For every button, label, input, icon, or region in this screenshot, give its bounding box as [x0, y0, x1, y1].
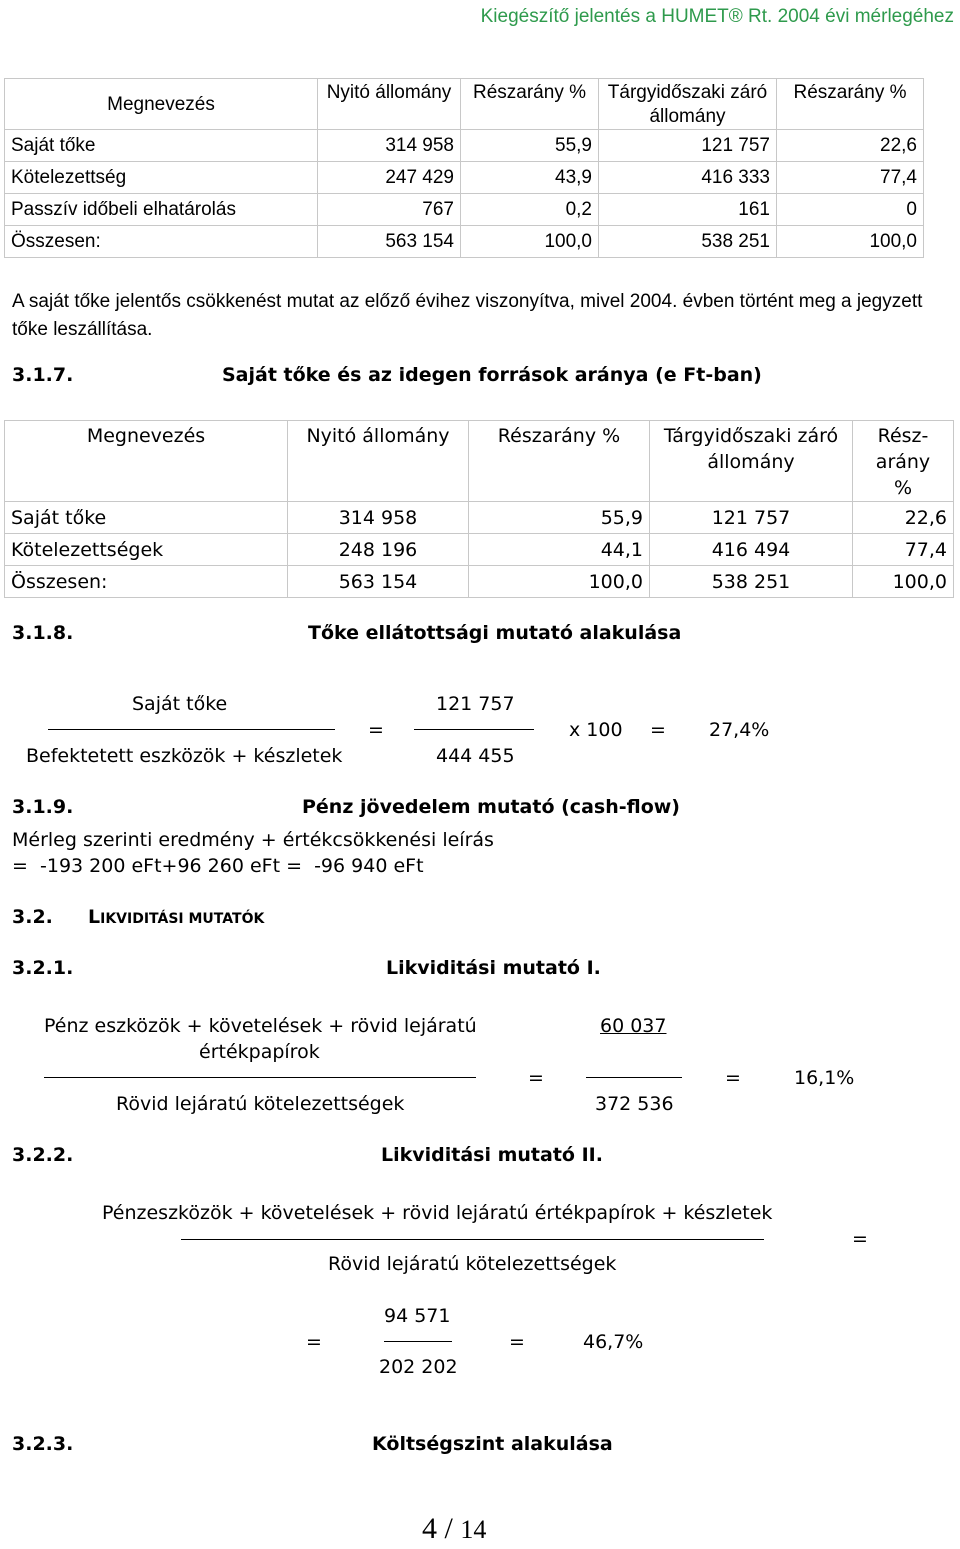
formula-numerator-label: Saját tőke	[132, 693, 228, 715]
fraction-line	[44, 1077, 476, 1078]
row-label: Kötelezettségek	[5, 534, 288, 566]
section-title: Likviditási mutató I.	[386, 957, 601, 979]
page-total: 14	[460, 1515, 487, 1544]
section-number: 3.2.3.	[12, 1433, 74, 1455]
row-label: Összesen:	[5, 226, 318, 258]
equals-sign: =	[725, 1067, 741, 1089]
cell: 77,4	[853, 534, 954, 566]
formula-numerator-label-cont: értékpapírok	[199, 1041, 320, 1063]
section-number: 3.2.2.	[12, 1144, 74, 1166]
formula-denominator-label: Befektetett eszközök + készletek	[26, 745, 343, 767]
cell: 563 154	[288, 566, 469, 598]
cell: 416 494	[650, 534, 853, 566]
equals-sign: =	[528, 1067, 544, 1089]
cell: 767	[318, 194, 461, 226]
equals-sign: =	[509, 1331, 525, 1353]
header-cell-label: Rész-arány %	[875, 425, 931, 499]
cell: 121 757	[599, 130, 777, 162]
fraction-line	[48, 729, 335, 730]
formula-numerator-label: Pénz eszközök + követelések + rövid lejáratú	[44, 1015, 477, 1037]
cell: 22,6	[853, 502, 954, 534]
page-current: 4	[422, 1512, 437, 1545]
section-number: 3.1.9.	[12, 796, 74, 818]
equity-ratio-table	[4, 420, 954, 598]
cell: 563 154	[318, 226, 461, 258]
row-label: Saját tőke	[5, 502, 288, 534]
table-row	[5, 194, 924, 226]
section-number: 3.2.1.	[12, 957, 74, 979]
section-number: 3.1.8.	[12, 622, 74, 644]
formula-denominator-value: 202 202	[379, 1356, 458, 1378]
formula-denominator-label: Rövid lejáratú kötelezettségek	[328, 1253, 617, 1275]
fraction-line	[384, 1341, 452, 1342]
header-cell: Részarány %	[469, 421, 650, 502]
cell: 248 196	[288, 534, 469, 566]
cell: 416 333	[599, 162, 777, 194]
table-row	[5, 502, 954, 534]
table-header-row	[5, 421, 954, 502]
equals-sign: =	[306, 1331, 322, 1353]
cell: 55,9	[461, 130, 599, 162]
page-separator: /	[444, 1512, 453, 1545]
fraction-line	[586, 1077, 682, 1078]
cell: 538 251	[650, 566, 853, 598]
table-row	[5, 162, 924, 194]
cell: 100,0	[853, 566, 954, 598]
header-cell: Tárgyidőszaki záró állomány	[599, 79, 777, 130]
section-number: 3.2.	[12, 906, 53, 928]
page-header-title: Kiegészítő jelentés a HUMET® Rt. 2004 évi mérlegéhez	[480, 6, 954, 27]
cashflow-formula: Mérleg szerinti eredmény + értékcsökkenési leírás	[12, 829, 494, 851]
formula-result: 27,4%	[709, 719, 770, 741]
row-label: Kötelezettség	[5, 162, 318, 194]
equals-sign: =	[650, 719, 666, 741]
cell: 538 251	[599, 226, 777, 258]
table-row	[5, 130, 924, 162]
cell: 161	[599, 194, 777, 226]
section-title	[88, 906, 264, 928]
header-cell: Megnevezés	[5, 421, 288, 502]
section-title: Tőke ellátottsági mutató alakulása	[308, 622, 682, 644]
equals-sign: =	[368, 719, 384, 741]
header-cell: Megnevezés	[5, 79, 318, 130]
cell: 22,6	[777, 130, 924, 162]
table-header-row	[5, 79, 924, 130]
formula-denominator-value: 372 536	[595, 1093, 674, 1115]
table-row	[5, 534, 954, 566]
header-cell: Részarány %	[461, 79, 599, 130]
cell: 121 757	[650, 502, 853, 534]
header-cell: Részarány %	[777, 79, 924, 130]
cell: 314 958	[318, 130, 461, 162]
cell: 0	[777, 194, 924, 226]
cell: 247 429	[318, 162, 461, 194]
cell: 43,9	[461, 162, 599, 194]
formula-numerator-value: 94 571	[384, 1305, 451, 1327]
fraction-line	[414, 729, 534, 730]
formula-result: 46,7%	[583, 1331, 644, 1353]
row-label: Passzív időbeli elhatárolás	[5, 194, 318, 226]
formula-denominator-label: Rövid lejáratú kötelezettségek	[116, 1093, 405, 1115]
section-title-initial: L	[88, 906, 101, 928]
row-label: Összesen:	[5, 566, 288, 598]
equals-sign: =	[852, 1228, 868, 1250]
header-cell	[853, 421, 954, 502]
header-cell: Nyitó állomány	[318, 79, 461, 130]
table-row	[5, 226, 924, 258]
cell: 100,0	[469, 566, 650, 598]
cell: 44,1	[469, 534, 650, 566]
cell: 0,2	[461, 194, 599, 226]
cashflow-calculation: = -193 200 eFt+96 260 eFt = -96 940 eFt	[12, 855, 424, 877]
formula-numerator-label: Pénzeszközök + követelések + rövid lejáratú értékpapírok + készletek	[102, 1202, 773, 1224]
multiplier: x 100	[569, 719, 623, 741]
header-cell: Tárgyidőszaki záró állomány	[650, 421, 853, 502]
cell: 100,0	[777, 226, 924, 258]
section-title: Saját tőke és az idegen források aránya (e Ft-ban)	[222, 364, 762, 386]
formula-denominator-value: 444 455	[436, 745, 515, 767]
cell: 55,9	[469, 502, 650, 534]
cell: 77,4	[777, 162, 924, 194]
row-label: Saját tőke	[5, 130, 318, 162]
formula-result: 16,1%	[794, 1067, 855, 1089]
equity-commentary: A saját tőke jelentős csökkenést mutat az előző évihez viszonyítva, mivel 2004. évben történt meg a jegyzett tőke leszállítása.	[12, 291, 923, 340]
balance-structure-table	[4, 78, 924, 258]
section-title-rest: IKVIDITÁSI MUTATÓK	[100, 911, 265, 927]
section-number: 3.1.7.	[12, 364, 74, 386]
cell: 100,0	[461, 226, 599, 258]
cell: 314 958	[288, 502, 469, 534]
formula-numerator-value: 60 037	[600, 1015, 667, 1037]
section-title: Költségszint alakulása	[372, 1433, 613, 1455]
page-number	[422, 1512, 486, 1546]
header-cell: Nyitó állomány	[288, 421, 469, 502]
fraction-line	[181, 1239, 764, 1240]
table-row	[5, 566, 954, 598]
formula-numerator-value: 121 757	[436, 693, 515, 715]
section-title: Pénz jövedelem mutató (cash-flow)	[302, 796, 680, 818]
section-title: Likviditási mutató II.	[381, 1144, 603, 1166]
